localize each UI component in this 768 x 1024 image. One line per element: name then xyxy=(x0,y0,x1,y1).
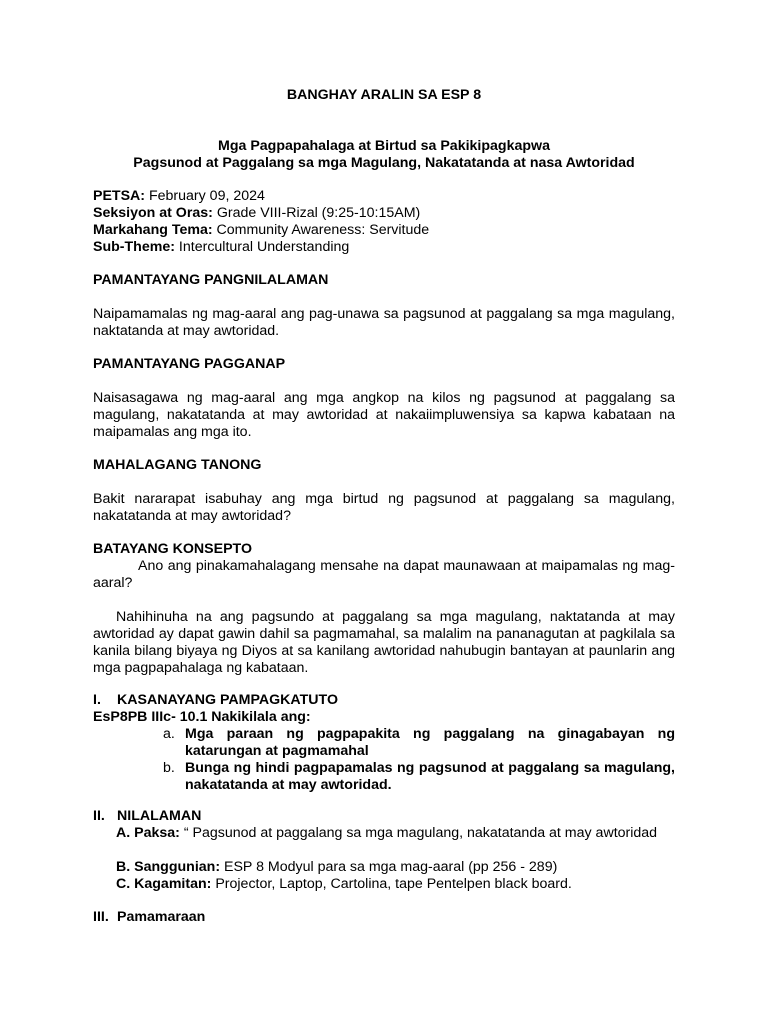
paksa-text: “ Pagsunod at paggalang sa mga magulang, nakatatanda at may awtoridad xyxy=(179,825,658,841)
sanggunian-label: B. Sanggunian: xyxy=(116,859,221,875)
part3-number: III. xyxy=(93,909,109,925)
list-marker: a. xyxy=(163,726,175,742)
part2-number: II. xyxy=(93,808,105,824)
tema-value: Community Awareness: Servitude xyxy=(212,222,430,238)
part3-title: Pamamaraan xyxy=(117,909,206,925)
part2-title: NILALAMAN xyxy=(117,808,202,824)
pangnilalaman-text: Naipamamalas ng mag-aaral ang pag-unawa sa pagsunod at paggalang sa mga magulang, naktatanda at may awtoridad. xyxy=(93,306,675,339)
tanong-heading: MAHALAGANG TANONG xyxy=(93,457,262,473)
tanong-text: Bakit nararapat isabuhay ang mga birtud ng pagsunod at paggalang sa magulang, nakatatanda at may awtoridad? xyxy=(93,491,675,524)
pagganap-text: Naisasagawa ng mag-aaral ang mga angkop na kilos ng pagsunod at paggalang sa magulang, nakatatanda at may awtoridad at nakaiimpluwensiya sa kapwa kabataan na maipamalas ang mga ito. xyxy=(93,390,675,440)
list-item-text: Bunga ng hindi pagpapamalas ng pagsunod at paggalang sa magulang, nakatatanda at may awtoridad. xyxy=(185,760,675,793)
list-marker: b. xyxy=(163,760,175,776)
konsepto-text: Nahihinuha na ang pagsundo at paggalang sa mga magulang, naktatanda at may awtoridad ay dapat gawin dahil sa pagmamahal, sa malalim na pananagutan at pagkilala sa kanila bilang biyaya ng Diyos at sa kanilang awtoridad nahubugin bantayan at paunlarin ang mga pagpapahalaga ng kabataan. xyxy=(93,609,675,676)
subtheme-value: Intercultural Understanding xyxy=(174,239,350,255)
tema-line xyxy=(93,222,675,239)
list-item xyxy=(163,760,675,794)
document-title: BANGHAY ARALIN SA ESP 8 xyxy=(286,87,482,103)
subtheme-line xyxy=(93,239,675,256)
seksiyon-line xyxy=(93,205,675,222)
part1-heading xyxy=(93,692,675,709)
pagganap-heading: PAMANTAYANG PAGGANAP xyxy=(93,356,286,372)
seksiyon-label: Seksiyon at Oras: xyxy=(93,205,213,221)
document-subtitle-2: Pagsunod at Paggalang sa mga Magulang, Nakatatanda at nasa Awtoridad xyxy=(133,155,635,171)
part1-code: EsP8PB IIIc- 10.1 Nakikilala ang: xyxy=(93,709,311,725)
subtheme-label: Sub-Theme: xyxy=(93,239,175,255)
sanggunian-text: ESP 8 Modyul para sa mga mag-aaral (pp 256 - 289) xyxy=(220,859,558,875)
kagamitan-text: Projector, Laptop, Cartolina, tape Pentelpen black board. xyxy=(211,876,572,892)
pangnilalaman-heading: PAMANTAYANG PANGNILALAMAN xyxy=(93,272,329,288)
part3-heading xyxy=(93,909,675,926)
part1-title: KASANAYANG PAMPAGKATUTO xyxy=(117,692,338,708)
konsepto-heading: BATAYANG KONSEPTO xyxy=(93,541,252,557)
paksa-line xyxy=(93,825,675,842)
list-item-text: Mga paraan ng pagpapakita ng paggalang na ginagabayan ng katarungan at pagmamahal xyxy=(185,726,675,759)
konsepto-question: Ano ang pinakamahalagang mensahe na dapat maunawaan at maipamalas ng mag-aaral? xyxy=(93,558,675,591)
kagamitan-line xyxy=(93,876,675,893)
petsa-line xyxy=(93,188,675,205)
seksiyon-value: Grade VIII-Rizal (9:25-10:15AM) xyxy=(212,205,421,221)
tema-label: Markahang Tema: xyxy=(93,222,213,238)
part1-list xyxy=(163,726,675,794)
sanggunian-line xyxy=(93,859,675,876)
list-item xyxy=(163,726,675,760)
info-block xyxy=(93,188,675,256)
part1-number: I. xyxy=(93,692,101,708)
part2-heading xyxy=(93,808,675,825)
document-subtitle-1: Mga Pagpapahalaga at Birtud sa Pakikipagkapwa xyxy=(218,138,550,154)
petsa-value: February 09, 2024 xyxy=(145,188,265,204)
petsa-label: PETSA: xyxy=(93,188,146,204)
kagamitan-label: C. Kagamitan: xyxy=(116,876,212,892)
paksa-label: A. Paksa: xyxy=(116,825,180,841)
